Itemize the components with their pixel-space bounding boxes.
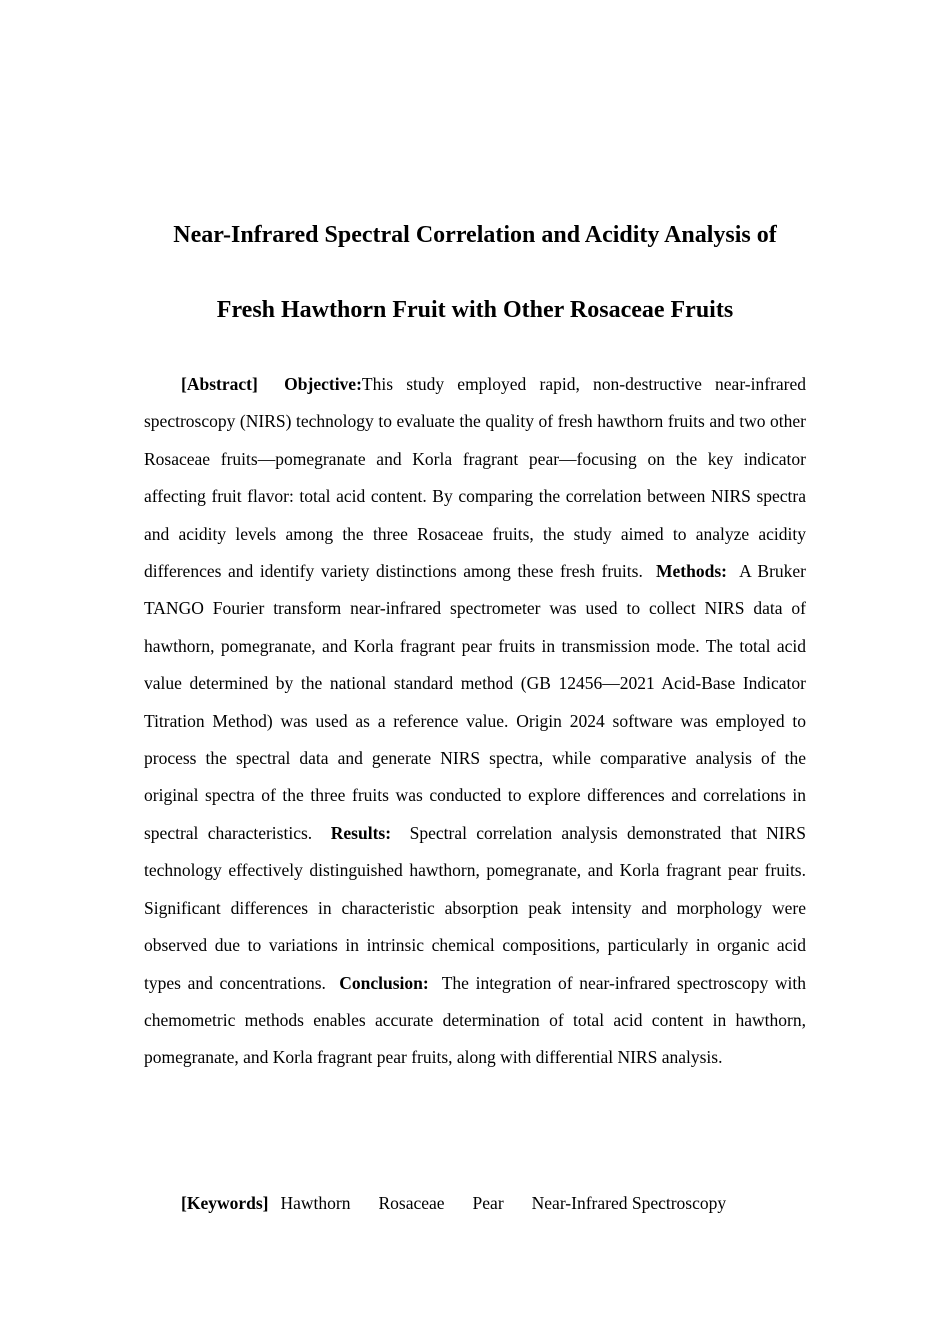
methods-text: A Bruker TANGO Fourier transform near-infrared spectrometer was used to collect NIRS data of hawthorn, pomegranate, and Korla fragrant pear fruits in transmission mode. The total acid value determined by the national standard method (GB 12456—2021 Acid-Base Indicator Titration Method) was used as a reference value. Origin 2024 software was employed to process the spectral data and generate NIRS spectra, while comparative analysis of the original spectra of the three fruits was conducted to explore differences and correlations in spectral characteristics. [144, 561, 806, 843]
abstract-label: [Abstract] [181, 374, 258, 394]
results-label: Results: [330, 822, 392, 843]
conclusion-label: Conclusion: [339, 972, 429, 993]
abstract-paragraph [144, 366, 806, 1077]
keyword-item: Rosaceae [378, 1193, 445, 1213]
objective-label: Objective: [284, 374, 362, 394]
keyword-item: Hawthorn [280, 1193, 351, 1213]
keyword-item: Near-Infrared Spectroscopy [531, 1193, 727, 1213]
objective-text: This study employed rapid, non-destructive near-infrared spectroscopy (NIRS) technology to evaluate the quality of fresh hawthorn fruits and two other Rosaceae fruits—pomegranate and Korla fragrant pear—focusing on the key indicator affecting fruit flavor: total acid content. By comparing the correlation between NIRS spectra and acidity levels among the three Rosaceae fruits, the study aimed to analyze acidity differences and identify variety distinctions among these fresh fruits. [144, 374, 807, 582]
keywords-label: [Keywords] [181, 1193, 269, 1213]
paper-title-line-1: Near-Infrared Spectral Correlation and Acidity Analysis of [173, 222, 777, 248]
keywords-line [181, 1188, 821, 1218]
results-text: Spectral correlation analysis demonstrated that NIRS technology effectively distinguished hawthorn, pomegranate, and Korla fragrant pear fruits. Significant differences in characteristic absorption peak intensity and morphology were observed due to variations in intrinsic chemical compositions, particularly in organic acid types and concentrations. [144, 822, 807, 993]
paper-title-line-2: Fresh Hawthorn Fruit with Other Rosaceae Fruits [216, 297, 734, 323]
conclusion-text: The integration of near-infrared spectroscopy with chemometric methods enables accurate determination of total acid content in hawthorn, pomegranate, and Korla fragrant pear fruits, along with differential NIRS analysis. [144, 972, 807, 1068]
keyword-item: Pear [472, 1193, 504, 1213]
methods-label: Methods: [656, 561, 727, 582]
